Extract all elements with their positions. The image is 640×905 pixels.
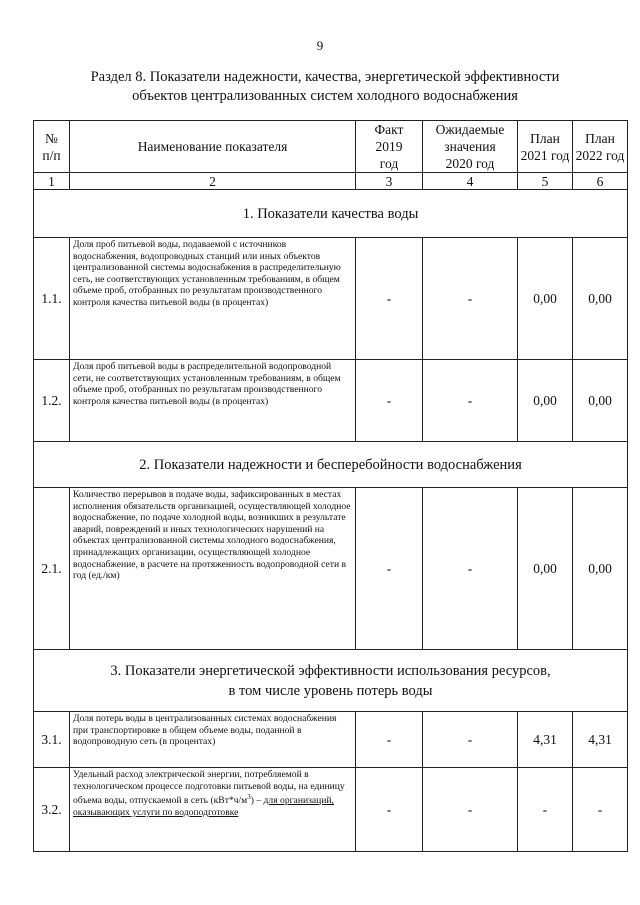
header-fact: Факт 2019 год — [356, 121, 423, 173]
section-row — [34, 442, 628, 488]
superscript: 3 — [247, 793, 251, 802]
table-row — [34, 768, 628, 852]
table-row — [34, 360, 628, 442]
description-text: ) – — [250, 795, 264, 807]
header-plan-2022: План 2022 год — [573, 121, 628, 173]
plan-2022-value: 0,00 — [573, 360, 628, 442]
header-plan-2021: План 2021 год — [518, 121, 573, 173]
plan-2021-value: 4,31 — [518, 712, 573, 768]
row-number: 3.1. — [34, 712, 70, 768]
plan-2022-value: 4,31 — [573, 712, 628, 768]
expected-value: - — [423, 360, 518, 442]
header-name: Наименование показателя — [70, 121, 356, 173]
row-number: 2.1. — [34, 488, 70, 650]
row-number: 3.2. — [34, 768, 70, 852]
table-row — [34, 238, 628, 360]
section-heading-3-line-1: 3. Показатели энергетической эффективности использования ресурсов, — [110, 662, 551, 679]
column-number: 1 — [34, 173, 70, 190]
indicator-description: Доля проб питьевой воды в распределительной водопроводной сети, не соответствующих установленным требованиям, в общем объеме проб, отобранных по результатам производственного контроля качества питьевой воды (в процентах) — [70, 360, 356, 442]
indicator-description: Доля потерь воды в централизованных системах водоснабжения при транспортировке в общем объеме воды, поданной в водопроводную сеть (в процентах) — [70, 712, 356, 768]
column-number: 2 — [70, 173, 356, 190]
column-number: 4 — [423, 173, 518, 190]
fact-value: - — [356, 488, 423, 650]
indicator-description: Количество перерывов в подаче воды, зафиксированных в местах исполнения обязательств организацией, осуществляющей холодное водоснабжение, по подаче холодной воды, возникших в результате аварий, повреждений и иных технологических нарушений на объектах централизованной системы холодного водоснабжения, принадлежащих организации, осуществляющей холодное водоснабжение, в расчете на протяженность водопроводной сети в год (ед./км) — [70, 488, 356, 650]
section-heading-1: 1. Показатели качества воды — [34, 190, 628, 238]
row-number: 1.2. — [34, 360, 70, 442]
indicators-table — [33, 120, 628, 852]
plan-2021-value: 0,00 — [518, 238, 573, 360]
plan-2022-value: 0,00 — [573, 488, 628, 650]
fact-value: - — [356, 238, 423, 360]
table-header-row — [34, 121, 628, 173]
fact-value: - — [356, 712, 423, 768]
indicator-description — [70, 768, 356, 852]
expected-value: - — [423, 712, 518, 768]
section-row — [34, 650, 628, 712]
table-row — [34, 488, 628, 650]
fact-value: - — [356, 360, 423, 442]
title-line-2: объектов централизованных систем холодного водоснабжения — [132, 88, 518, 104]
plan-2021-value: - — [518, 768, 573, 852]
expected-value: - — [423, 488, 518, 650]
expected-value: - — [423, 238, 518, 360]
underlined-note: для организаций, оказывающих услуги по водоподготовке — [73, 795, 334, 818]
plan-2021-value: 0,00 — [518, 360, 573, 442]
page-number: 9 — [316, 38, 324, 53]
plan-2022-value: 0,00 — [573, 238, 628, 360]
plan-2022-value: - — [573, 768, 628, 852]
section-heading-3-line-2: в том числе уровень потерь воды — [228, 682, 433, 699]
section-heading-2: 2. Показатели надежности и бесперебойности водоснабжения — [34, 442, 628, 488]
expected-value: - — [423, 768, 518, 852]
description-text: Удельный расход электрической энергии, потребляемой в технологическом процессе подготовки питьевой воды, на единицу объема воды, отпускаемой в сеть (кВт*ч/м — [73, 769, 345, 807]
column-number: 5 — [518, 173, 573, 190]
section-row — [34, 190, 628, 238]
column-number: 3 — [356, 173, 423, 190]
fact-value: - — [356, 768, 423, 852]
document-title — [40, 68, 610, 106]
plan-2021-value: 0,00 — [518, 488, 573, 650]
indicator-description: Доля проб питьевой воды, подаваемой с источников водоснабжения, водопроводных станций или иных объектов централизованной системы водоснабжения в распределительную сеть, не соответствующих установленным требованиям, в общем объеме проб, отобранных по результатам производственного контроля качества питьевой воды (в процентах) — [70, 238, 356, 360]
header-num: № п/п — [34, 121, 70, 173]
column-number: 6 — [573, 173, 628, 190]
table-row — [34, 712, 628, 768]
section-heading-3 — [34, 650, 628, 712]
header-expected: Ожидаемые значения 2020 год — [423, 121, 518, 173]
title-line-1: Раздел 8. Показатели надежности, качества, энергетической эффективности — [90, 69, 560, 85]
column-numbers-row — [34, 173, 628, 190]
row-number: 1.1. — [34, 238, 70, 360]
